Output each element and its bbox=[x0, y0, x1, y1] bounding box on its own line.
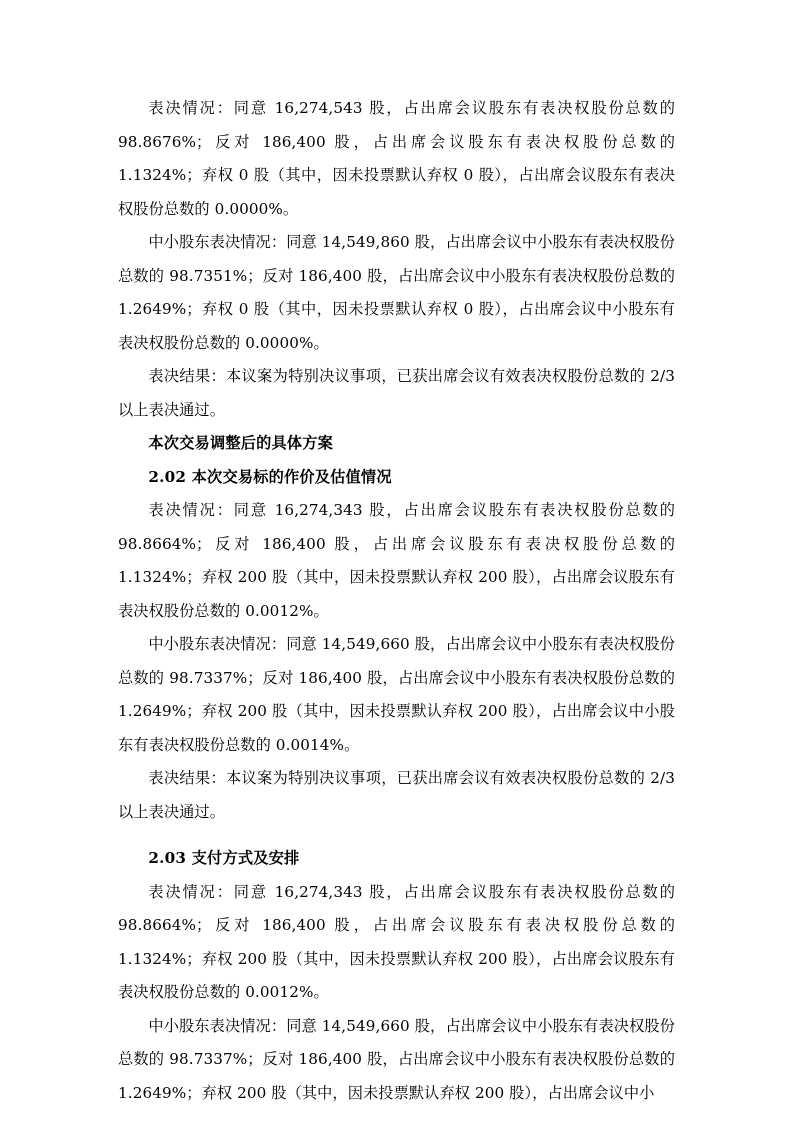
para-vote-conclusion-2: 表决结果：本议案为特别决议事项，已获出席会议有效表决权股份总数的 2/3 以上表决通过。 bbox=[118, 769, 675, 821]
para-vote-conclusion-1: 表决结果：本议案为特别决议事项，已获出席会议有效表决权股份总数的 2/3 以上表决通过。 bbox=[118, 367, 675, 419]
document-body bbox=[118, 92, 675, 1110]
heading-2-03: 2.03 支付方式及安排 bbox=[148, 849, 300, 867]
para-vote-result-3: 表决情况：同意 16,274,343 股，占出席会议股东有表决权股份总数的 98.8664%；反对 186,400 股，占出席会议股东有表决权股份总数的 1.1324%；弃权 200 股（其中，因未投票默认弃权 200 股），占出席会议股东有表决权股份总数的 0.0012%。 bbox=[118, 882, 675, 1001]
para-minority-vote-2: 中小股东表决情况：同意 14,549,660 股，占出席会议中小股东有表决权股份总数的 98.7337%；反对 186,400 股，占出席会议中小股东有表决权股份总数的 1.2649%；弃权 200 股（其中，因未投票默认弃权 200 股），占出席会议中小股东有表决权股份总数的 0.0014%。 bbox=[118, 635, 675, 754]
para-minority-vote-1: 中小股东表决情况：同意 14,549,860 股，占出席会议中小股东有表决权股份总数的 98.7351%；反对 186,400 股，占出席会议中小股东有表决权股份总数的 1.2649%；弃权 0 股（其中，因未投票默认弃权 0 股），占出席会议中小股东有表决权股份总数的 0.0000%。 bbox=[118, 233, 675, 352]
section-spacer bbox=[118, 829, 675, 842]
para-minority-vote-3: 中小股东表决情况：同意 14,549,660 股，占出席会议中小股东有表决权股份总数的 98.7337%；反对 186,400 股，占出席会议中小股东有表决权股份总数的 1.2649%；弃权 200 股（其中，因未投票默认弃权 200 股），占出席会议中小 bbox=[118, 1016, 675, 1102]
heading-2-02: 2.02 本次交易标的作价及估值情况 bbox=[148, 467, 392, 486]
para-vote-result-1: 表决情况：同意 16,274,543 股，占出席会议股东有表决权股份总数的 98.8676%；反对 186,400 股，占出席会议股东有表决权股份总数的 1.1324%；弃权 0 股（其中，因未投票默认弃权 0 股），占出席会议股东有表决权股份总数的 0.0000%。 bbox=[118, 99, 675, 218]
heading-transaction-plan: 本次交易调整后的具体方案 bbox=[148, 434, 334, 452]
para-vote-result-2: 表决情况：同意 16,274,343 股，占出席会议股东有表决权股份总数的 98.8664%；反对 186,400 股，占出席会议股东有表决权股份总数的 1.1324%；弃权 200 股（其中，因未投票默认弃权 200 股），占出席会议股东有表决权股份总数的 0.0012%。 bbox=[118, 501, 675, 620]
